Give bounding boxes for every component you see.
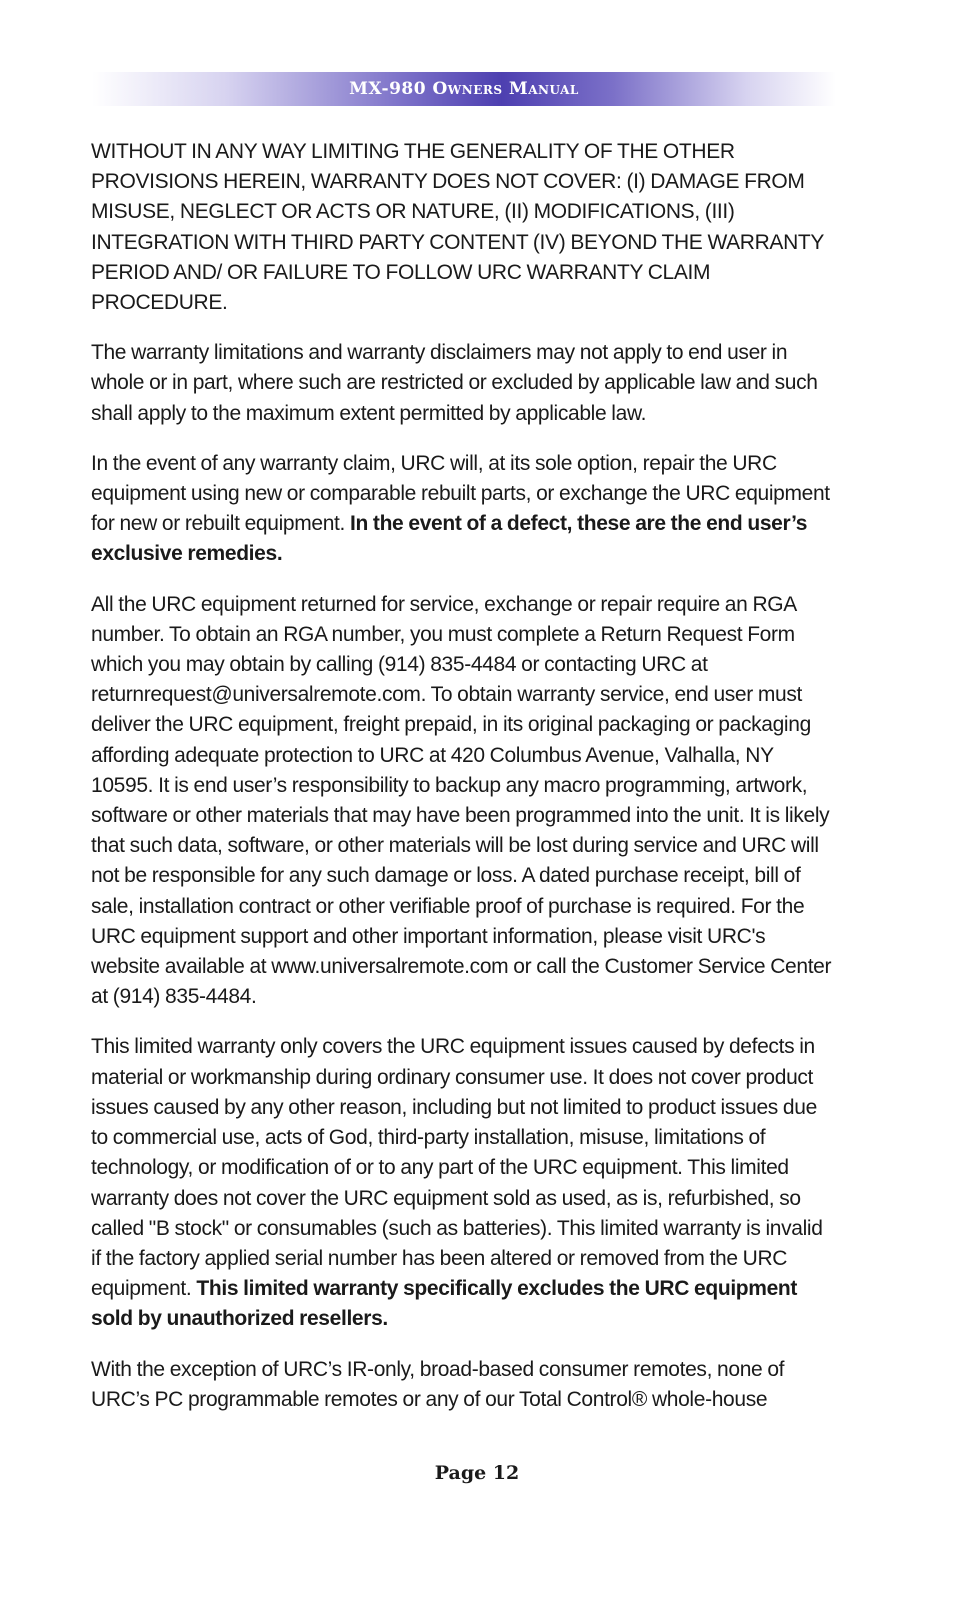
paragraph-text: With the exception of URC’s IR-only, broad-based consumer remotes, none of URC’s PC programmable remotes or any of our Total Control® whole-house [91, 1357, 785, 1411]
manual-title: MX-980 Owners Manual [349, 79, 579, 99]
paragraph-warranty-exclusions [91, 137, 837, 318]
paragraph-rga-return [91, 590, 837, 1013]
paragraph-ir-exception [91, 1355, 837, 1415]
paragraph-text: The warranty limitations and warranty disclaimers may not apply to end user in whole or in part, where such are restricted or excluded by applicable law and such shall apply to the maximum extent permitted by applicable law. [91, 341, 818, 425]
paragraph-limited-warranty-coverage [91, 1032, 837, 1334]
paragraph-bold-text: In the event of a defect, these are the end user’s exclusive remedies. [91, 512, 808, 566]
paragraph-bold-text: This limited warranty specifically excludes the URC equipment sold by unauthorized resellers. [91, 1277, 798, 1331]
paragraph-text: All the URC equipment returned for service, exchange or repair require an RGA number. To obtain an RGA number, you must complete a Return Request Form which you may obtain by calling (914) 835-4484 or contacting URC at returnrequest@universalremote.com. To obtain warranty service, end user must deliver the URC equipment, freight prepaid, in its original packaging or packaging affording adequate protection to URC at 420 Columbus Avenue, Valhalla, NY 10595. It is end user’s responsibility to backup any macro programming, artwork, software or other materials that may have been programmed into the unit. It is likely that such data, software, or other materials will be lost during service and URC will not be responsible for any such damage or loss. A dated purchase receipt, bill of sale, installation contract or other verifiable proof of purchase is required. For the URC equipment support and other important information, please visit URC's website available at www.universalremote.com or call the Customer Service Center at (914) 835-4484. [91, 592, 832, 1009]
paragraph-text: This limited warranty only covers the URC equipment issues caused by defects in material or workmanship during ordinary consumer use. It does not cover product issues caused by any other reason, including but not limited to product issues due to commercial use, acts of God, third-party installation, misuse, limitations of technology, or modification of or to any part of the URC equipment. This limited warranty does not cover the URC equipment sold as used, as is, refurbished, so called "B stock" or consumables (such as batteries). This limited warranty is invalid if the factory applied serial number has been altered or removed from the URC equipment. [91, 1035, 823, 1301]
document-body [91, 137, 837, 1435]
page-header-bar [92, 72, 836, 106]
page-footer [0, 1462, 954, 1484]
paragraph-text: In the event of any warranty claim, URC will, at its sole option, repair the URC equipment using new or comparable rebuilt parts, or exchange the URC equipment for new or rebuilt equipment. [91, 451, 830, 536]
paragraph-text: WITHOUT IN ANY WAY LIMITING THE GENERALITY OF THE OTHER PROVISIONS HEREIN, WARRANTY DOES NOT COVER: (I) DAMAGE FROM MISUSE, NEGLECT OR ACTS OR NATURE, (II) MODIFICATIONS, (III) INTEGRATION WITH THIRD PARTY CONTENT (IV) BEYOND THE WARRANTY PERIOD AND/ OR FAILURE TO FOLLOW URC WARRANTY CLAIM PROCEDURE. [91, 140, 824, 315]
paragraph-warranty-claim [91, 449, 837, 570]
paragraph-warranty-limitations [91, 338, 837, 429]
page-number: Page 12 [434, 1462, 520, 1484]
